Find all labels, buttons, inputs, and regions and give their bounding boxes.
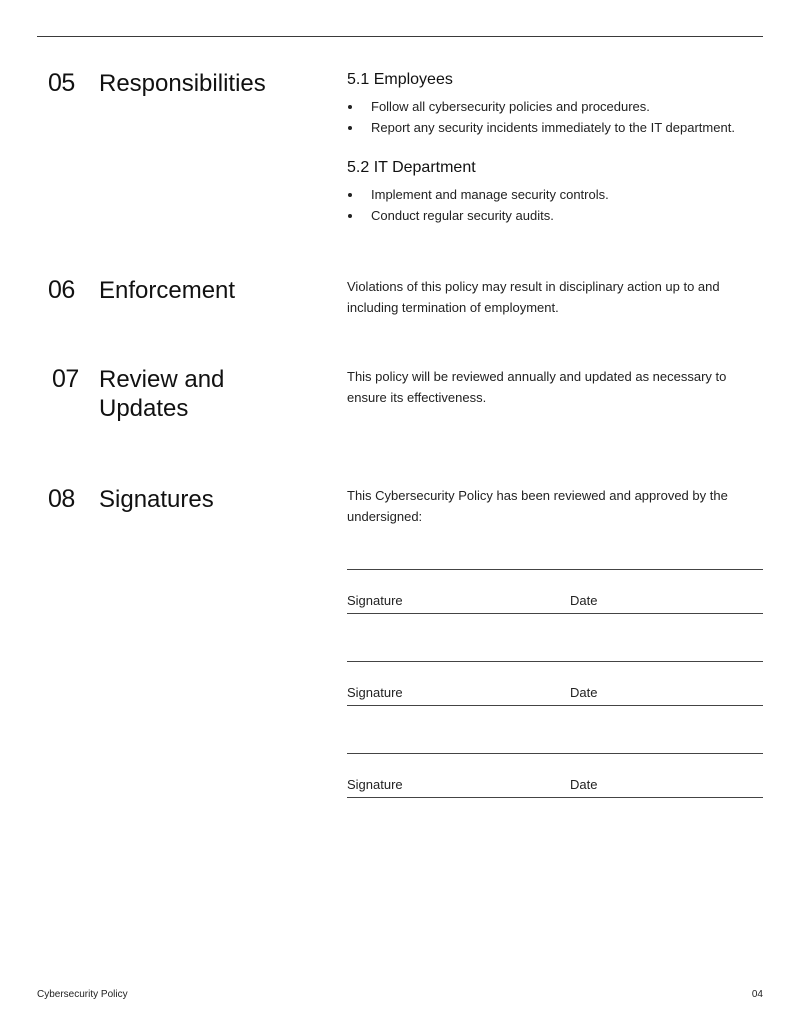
subsection-heading: 5.1 Employees — [347, 71, 453, 88]
section-number: 08 — [48, 485, 75, 513]
bullet-icon — [348, 126, 352, 130]
bullet-list — [347, 184, 767, 226]
section-paragraph: This Cybersecurity Policy has been reviewed and approved by the undersigned: — [347, 488, 728, 524]
list-item — [347, 205, 767, 226]
date-line[interactable] — [347, 613, 763, 614]
bullet-icon — [348, 214, 352, 218]
signature-label: Signature — [347, 777, 403, 792]
bullet-icon — [348, 193, 352, 197]
section-number: 07 — [52, 365, 79, 393]
bullet-icon — [348, 105, 352, 109]
section-paragraph: This policy will be reviewed annually and updated as necessary to ensure its effectiveness. — [347, 369, 727, 405]
list-item-text: Follow all cybersecurity policies and procedures. — [371, 99, 650, 114]
signature-line[interactable] — [347, 661, 763, 662]
list-item-text: Implement and manage security controls. — [371, 187, 609, 202]
list-item-text: Report any security incidents immediately to the IT department. — [371, 120, 735, 135]
signature-block — [347, 569, 763, 615]
list-item — [347, 96, 767, 117]
signature-line[interactable] — [347, 569, 763, 570]
section-title: Enforcement — [99, 277, 236, 304]
signature-block — [347, 661, 763, 707]
footer-document-title: Cybersecurity Policy — [37, 989, 128, 1000]
list-item — [347, 184, 767, 205]
section-title: Review and Updates — [99, 366, 225, 422]
section-title: Signatures — [99, 486, 214, 513]
signature-label: Signature — [347, 593, 403, 608]
section-number: 06 — [48, 276, 75, 304]
top-divider — [37, 36, 763, 37]
list-item-text: Conduct regular security audits. — [371, 208, 554, 223]
signature-label: Signature — [347, 685, 403, 700]
date-line[interactable] — [347, 705, 763, 706]
date-line[interactable] — [347, 797, 763, 798]
date-label: Date — [570, 593, 598, 608]
signature-line[interactable] — [347, 753, 763, 754]
subsection-heading: 5.2 IT Department — [347, 159, 476, 176]
section-number: 05 — [48, 69, 75, 97]
section-title: Responsibilities — [99, 70, 266, 97]
signature-block — [347, 753, 763, 799]
list-item — [347, 117, 767, 138]
bullet-list — [347, 96, 767, 138]
date-label: Date — [570, 685, 598, 700]
footer-page-number: 04 — [751, 989, 763, 1000]
section-paragraph: Violations of this policy may result in disciplinary action up to and including termination of employment. — [347, 279, 720, 315]
date-label: Date — [570, 777, 598, 792]
